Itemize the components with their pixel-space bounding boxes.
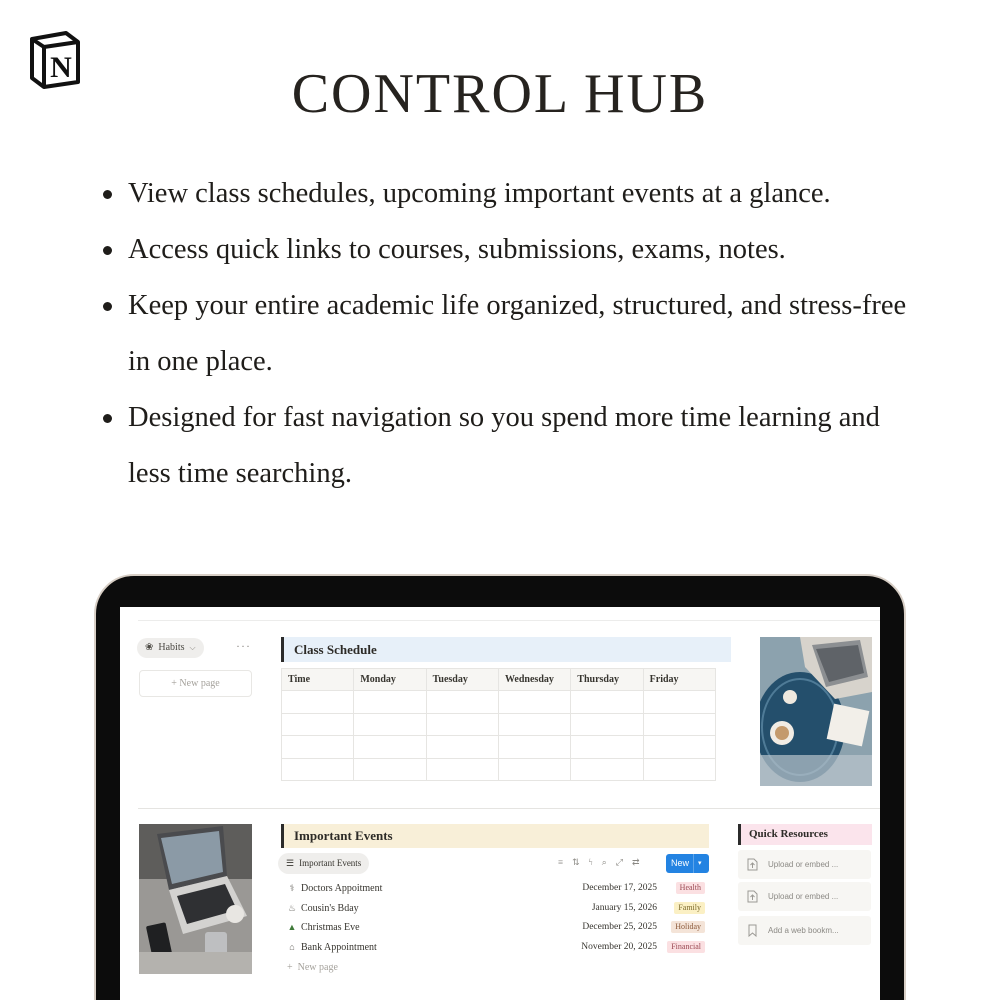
upload-embed-block[interactable] <box>738 850 871 879</box>
bank-icon: ⌂ <box>289 942 295 952</box>
event-date: January 15, 2026 <box>591 903 657 913</box>
chevron-down-icon[interactable]: ▾ <box>698 860 702 867</box>
event-date: December 17, 2025 <box>582 883 657 893</box>
column-header[interactable]: Tuesday <box>426 669 498 691</box>
event-row[interactable] <box>285 918 705 937</box>
tree-icon: ▲ <box>287 922 297 932</box>
table-cell[interactable] <box>282 691 354 714</box>
search-icon[interactable]: ⌕ <box>601 857 607 867</box>
table-row <box>282 736 716 759</box>
table-cell[interactable] <box>426 713 498 736</box>
event-name: Christmas Eve <box>301 922 360 933</box>
expand-icon[interactable]: ⤢ <box>615 857 623 867</box>
page-title: CONTROL HUB <box>291 63 709 125</box>
table-cell[interactable] <box>498 691 570 714</box>
column-header[interactable]: Wednesday <box>498 669 570 691</box>
upload-embed-label: Upload or embed ... <box>768 860 839 869</box>
event-date: December 25, 2025 <box>582 922 657 932</box>
stethoscope-icon: ⚕ <box>289 883 295 893</box>
table-cell[interactable] <box>643 736 715 759</box>
plus-icon: + <box>287 962 298 973</box>
event-name: Bank Appointment <box>301 942 377 953</box>
habits-label: Habits <box>158 642 185 653</box>
table-cell[interactable] <box>282 736 354 759</box>
upload-embed-label: Upload or embed ... <box>768 892 839 901</box>
table-cell[interactable] <box>426 758 498 781</box>
events-view-label: Important Events <box>299 858 362 868</box>
table-row <box>282 691 716 714</box>
event-tag: Financial <box>667 941 705 953</box>
web-bookmark-label: Add a web bookm... <box>768 926 839 935</box>
table-cell[interactable] <box>498 736 570 759</box>
table-cell[interactable] <box>282 758 354 781</box>
sort-icon[interactable]: ⇅ <box>572 857 580 867</box>
table-cell[interactable] <box>354 691 426 714</box>
quick-resources-heading: Quick Resources <box>738 824 872 845</box>
habits-view-button[interactable] <box>137 638 204 658</box>
cake-icon: ♨ <box>287 903 297 913</box>
column-header[interactable]: Thursday <box>571 669 643 691</box>
table-row <box>282 758 716 781</box>
table-cell[interactable] <box>354 736 426 759</box>
table-cell[interactable] <box>498 758 570 781</box>
desk-photo <box>760 637 872 786</box>
database-toolbar <box>558 857 639 868</box>
svg-text:N: N <box>50 51 72 84</box>
button-separator <box>693 854 694 873</box>
feature-item: View class schedules, upcoming important events at a glance. <box>100 166 920 222</box>
bookmark-icon <box>747 924 758 937</box>
table-cell[interactable] <box>643 713 715 736</box>
habits-icon: ❀ <box>145 642 154 653</box>
event-row[interactable] <box>285 899 705 918</box>
new-entry-button[interactable] <box>666 854 709 873</box>
table-cell[interactable] <box>426 691 498 714</box>
table-cell[interactable] <box>498 713 570 736</box>
upload-embed-block[interactable] <box>738 882 871 911</box>
new-button-label: New <box>671 858 690 868</box>
event-row[interactable] <box>285 879 705 898</box>
more-options-button[interactable]: ··· <box>236 639 251 653</box>
table-cell[interactable] <box>354 758 426 781</box>
column-header[interactable]: Friday <box>643 669 715 691</box>
important-events-heading: Important Events <box>281 824 709 848</box>
table-cell[interactable] <box>426 736 498 759</box>
feature-item: Keep your entire academic life organized, structured, and stress-free in one place. <box>100 278 920 390</box>
table-row <box>282 713 716 736</box>
table-cell[interactable] <box>643 758 715 781</box>
table-cell[interactable] <box>571 691 643 714</box>
event-tag: Family <box>674 902 705 914</box>
table-cell[interactable] <box>571 758 643 781</box>
chevron-down-icon: ⌵ <box>189 643 196 652</box>
feature-item: Access quick links to courses, submissions, exams, notes. <box>100 222 920 278</box>
table-cell[interactable] <box>571 736 643 759</box>
events-view-tab[interactable] <box>278 853 369 874</box>
event-name: Doctors Appoitment <box>301 883 383 894</box>
section-divider <box>138 808 880 809</box>
class-schedule-heading: Class Schedule <box>281 637 731 662</box>
new-page-row[interactable] <box>287 962 338 973</box>
feature-item: Designed for fast navigation so you spend more time learning and less time searching. <box>100 390 920 502</box>
notion-page-screen <box>120 607 880 1000</box>
file-upload-icon <box>747 858 758 871</box>
table-cell[interactable] <box>282 713 354 736</box>
event-tag: Health <box>676 882 705 894</box>
new-page-button[interactable]: + New page <box>139 670 252 697</box>
file-upload-icon <box>747 890 758 903</box>
event-tag: Holiday <box>671 921 705 933</box>
list-icon: ☰ <box>286 858 295 868</box>
event-date: November 20, 2025 <box>581 942 657 952</box>
automation-icon[interactable]: ϟ <box>588 857 593 867</box>
column-header[interactable]: Time <box>282 669 354 691</box>
class-schedule-table <box>281 668 716 781</box>
event-name: Cousin's Bday <box>301 903 359 914</box>
settings-icon[interactable]: ⇄ <box>631 857 640 867</box>
new-page-label: New page <box>297 962 338 973</box>
filter-icon[interactable]: ≡ <box>558 857 564 867</box>
feature-list <box>100 166 920 502</box>
table-cell[interactable] <box>571 713 643 736</box>
table-cell[interactable] <box>643 691 715 714</box>
column-header[interactable]: Monday <box>354 669 426 691</box>
laptop-photo <box>139 824 252 974</box>
divider <box>138 620 880 621</box>
event-row[interactable] <box>285 938 705 957</box>
web-bookmark-block[interactable] <box>738 916 871 945</box>
table-cell[interactable] <box>354 713 426 736</box>
